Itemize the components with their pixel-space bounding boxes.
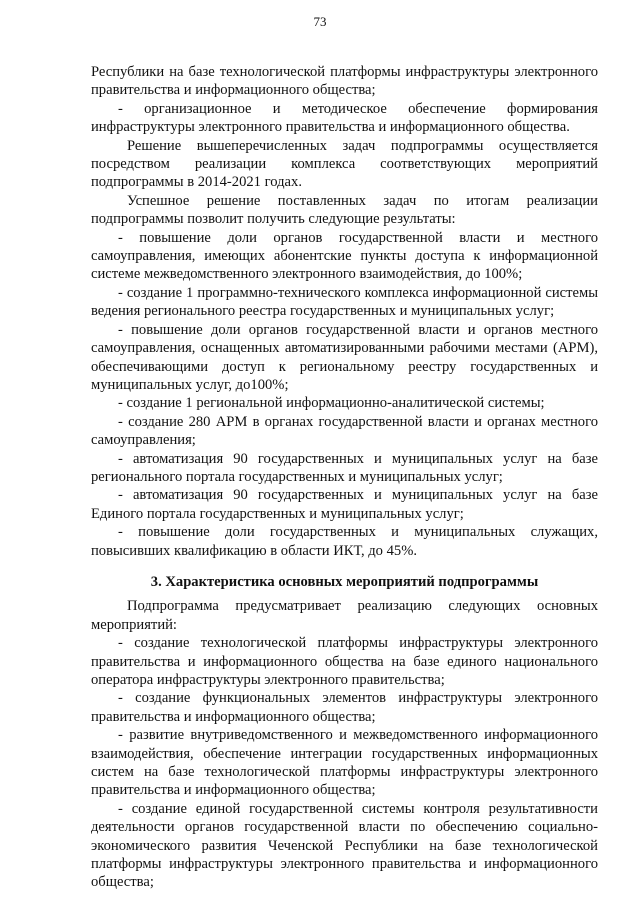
list-item: - повышение доли органов государственной власти и органов местного самоуправления, оснащенных автоматизированными рабочими местами (АРМ), обеспечивающими доступ к региональному реестру государственных и муниципальных услуг, до100%; (91, 321, 598, 393)
list-item: - повышение доли государственных и муниципальных служащих, повысивших квалификацию в области ИКТ, до 45%. (91, 524, 598, 559)
page-number: 73 (313, 14, 327, 29)
list-item: - создание 1 программно-технического комплекса информационной системы ведения регионального реестра государственных и муниципальных услуг; (91, 284, 598, 320)
paragraph: Республики на базе технологической платформы инфраструктуры электронного правительства и информационного общества; (91, 64, 598, 99)
list-item: - развитие внутриведомственного и межведомственного информационного взаимодействия, обеспечение интеграции государственных информационных систем на базе технологической платформы инфраструктуры электронного правительства и информационного общества; (91, 727, 598, 799)
list-item: - автоматизация 90 государственных и муниципальных услуг на базе Единого портала государственных и муниципальных услуг; (91, 487, 598, 522)
list-item: - создание технологической платформы инфраструктуры электронного правительства и информационного общества на базе единого национального оператора инфраструктуры электронного правительства; (91, 635, 598, 688)
list-item: - повышение доли органов государственной власти и местного самоуправления, имеющих абонентские пункты доступа к информационной системе межведомственного электронного взаимодействия, до 100%; (91, 229, 598, 283)
document-body (91, 63, 598, 892)
section-heading: 3. Характеристика основных мероприятий подпрограммы (150, 573, 539, 590)
list-item: - организационное и методическое обеспечение формирования инфраструктуры электронного правительства и информационного общества. (91, 100, 598, 136)
paragraph: Решение вышеперечисленных задач подпрограммы осуществляется посредством реализации комплекса соответствующих мероприятий подпрограммы в 2014-2021 годах. (91, 137, 598, 191)
list-item: - создание единой государственной системы контроля результативности деятельности органов государственной власти по обеспечению социально-экономического развития Чеченской Республики на базе технологической платформы инфраструктуры электронного правительства и информационного общества; (91, 800, 598, 891)
list-item: - создание функциональных элементов инфраструктуры электронного правительства и информационного общества; (91, 690, 598, 725)
paragraph: Подпрограмма предусматривает реализацию следующих основных мероприятий: (91, 598, 598, 633)
list-item: - автоматизация 90 государственных и муниципальных услуг на базе регионального портала государственных и муниципальных услуг; (91, 450, 598, 485)
paragraph: Успешное решение поставленных задач по итогам реализации подпрограммы позволит получить следующие результаты: (91, 192, 598, 228)
list-item: - создание 280 АРМ в органах государственной власти и органах местного самоуправления; (91, 413, 598, 449)
results-block (91, 63, 598, 560)
activities-block (91, 597, 598, 892)
list-item: - создание 1 региональной информационно-аналитической системы; (118, 395, 545, 412)
